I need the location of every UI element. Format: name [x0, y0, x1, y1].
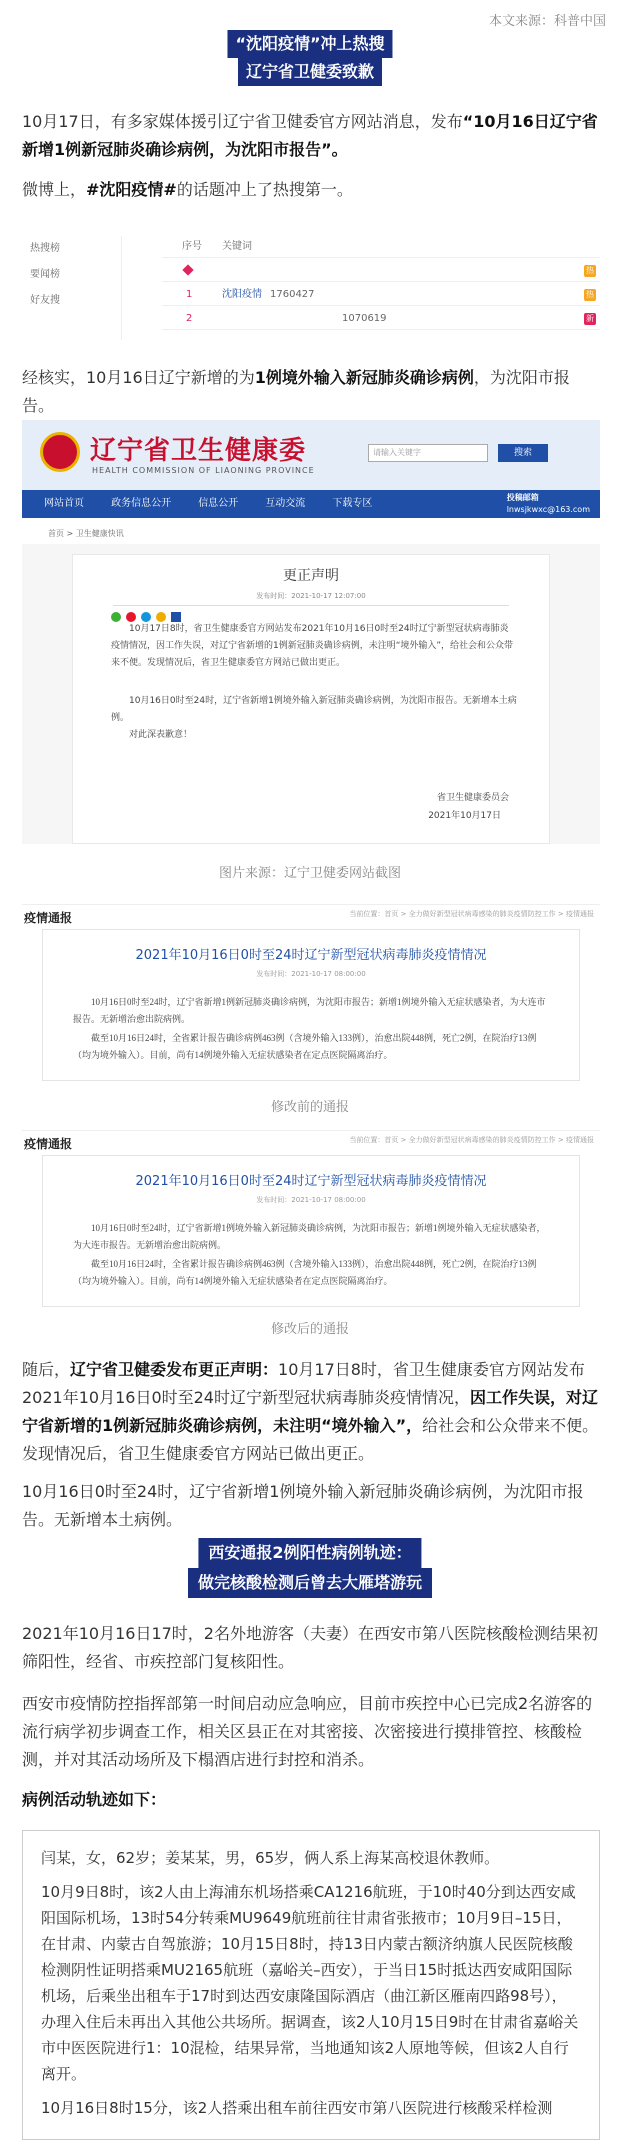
- report-title: 2021年10月16日0时至24时辽宁新型冠状病毒肺炎疫情情况: [135, 948, 487, 963]
- report-body-1: 10月16日0时至24时，辽宁省新增1例境外输入新冠肺炎确诊病例，为沈阳市报告；新增1例境外输入无症状感染者，为大连市报告。无新增治愈出院病例。: [73, 1223, 546, 1250]
- notice-signature: 省卫生健康委员会: [436, 793, 509, 803]
- notice-panel: [72, 554, 550, 844]
- caption-before: 修改前的通报: [270, 1100, 349, 1115]
- xian-title-line-2: 做完核酸检测后曾去大雁塔游玩: [188, 1568, 432, 1598]
- site-header: [22, 420, 600, 490]
- hot-search-table: [22, 236, 600, 340]
- caption-source: 图片来源：辽宁卫健委网站截图: [218, 866, 401, 881]
- row-count: 1070619: [342, 313, 387, 324]
- report-meta: 发布时间：2021-10-17 08:00:00: [256, 970, 366, 978]
- report-body-2: 截至10月16日24时，全省累计报告确诊病例463例（含境外输入133例），治愈出院448例，死亡2例，在院治疗13例（均为境外输入）。目前，尚有14例境外输入无症状感染者在定点医院隔离治疗。: [73, 1259, 537, 1286]
- row-count: 1760427: [270, 289, 315, 300]
- breadcrumb[interactable]: 首页 > 卫生健康快讯: [48, 529, 124, 538]
- site-search-button[interactable]: 搜索: [498, 444, 548, 462]
- col-num-header: 序号: [182, 241, 202, 252]
- nav-info-public[interactable]: 信息公开: [198, 498, 239, 509]
- report-title: 2021年10月16日0时至24时辽宁新型冠状病毒肺炎疫情情况: [135, 1174, 487, 1189]
- website-screenshot: [22, 420, 600, 850]
- submit-mailbox[interactable]: 投稿邮箱 lnwsjkwxc@163.com: [506, 493, 590, 514]
- headline-line-2: 辽宁省卫健委致歉: [238, 58, 382, 86]
- sidebar-item-friends[interactable]: 好友搜: [30, 295, 60, 306]
- nav-interaction[interactable]: 互动交流: [265, 498, 306, 509]
- site-search-input[interactable]: 请输入关键字: [368, 444, 488, 462]
- nav-download[interactable]: 下载专区: [332, 498, 373, 509]
- fact-paragraph: 10月16日0时至24时，辽宁省新增1例境外输入新冠肺炎确诊病例，为沈阳市报告。无新增本土病例。: [22, 1482, 584, 1529]
- table-row[interactable]: [162, 284, 600, 306]
- notice-date: 2021年10月17日: [428, 811, 501, 821]
- report-breadcrumb[interactable]: 当前位置：首页 > 全力做好新型冠状病毒感染的肺炎疫情防控工作 > 疫情通报: [349, 1136, 594, 1144]
- nav-gov-info[interactable]: 政务信息公开: [111, 498, 172, 509]
- new-badge: 新: [586, 314, 594, 323]
- site-logo-subtitle: HEALTH COMMISSION OF LIAONING PROVINCE: [92, 466, 315, 475]
- hot-badge: 热: [586, 290, 594, 299]
- track-box: [22, 1830, 600, 2140]
- notice-body-1: 10月17日8时，省卫生健康委官方网站发布2021年10月16日0时至24时辽宁新型冠状病毒肺炎疫情情况，因工作失误，对辽宁省新增的1例新冠肺炎确诊病例，未注明“境外输入”，给社会和公众带来不便。发现情况后，省卫生健康委官方网站已做出更正。: [111, 624, 514, 668]
- row-num: 2: [186, 313, 193, 324]
- track-paragraph-3: 10月16日8时15分，该2人搭乘出租车前往西安市第八医院进行核酸采样检测: [41, 2099, 553, 2117]
- table-row[interactable]: [162, 308, 600, 330]
- report-body-1: 10月16日0时至24时，辽宁省新增1例新冠肺炎确诊病例，为沈阳市报告；新增1例境外输入无症状感染者，为大连市报告。无新增治愈出院病例。: [73, 997, 546, 1024]
- xian-title-line-1: 西安通报2例阳性病例轨迹：: [198, 1538, 421, 1568]
- notice-meta: 发布时间：2021-10-17 12:07:00: [113, 591, 509, 606]
- source-label: 本文来源：科普中国: [488, 14, 606, 29]
- national-emblem-icon: [40, 432, 80, 472]
- xian-paragraph-2: 西安市疫情防控指挥部第一时间启动应急响应，目前市疾控中心已完成2名游客的流行病学初步调查工作，相关区县正在对其密接、次密接进行摸排管控、核酸检测，并对其活动场所及下榻酒店进行封控和消杀。: [22, 1694, 593, 1769]
- hot-search-sidebar: [22, 236, 122, 340]
- notice-title: 更正声明: [283, 568, 339, 584]
- report-body-2: 截至10月16日24时，全省累计报告确诊病例463例（含境外输入133例），治愈出院448例，死亡2例，在院治疗13例（均为境外输入）。目前，尚有14例境外输入无症状感染者在定点医院隔离治疗。: [73, 1033, 537, 1060]
- table-row[interactable]: [162, 260, 600, 282]
- xian-paragraph-1: 2021年10月16日17时，2名外地游客（夫妻）在西安市第八医院核酸检测结果初筛阳性，经省、市疾控部门复核阳性。: [22, 1624, 598, 1671]
- sidebar-item-news[interactable]: 要闻榜: [30, 269, 60, 280]
- top-pin-icon: [182, 264, 193, 275]
- verify-paragraph: 经核实，10月16日辽宁新增的为1例境外输入新冠肺炎确诊病例，为沈阳市报告。: [22, 368, 570, 415]
- nav-home[interactable]: 网站首页: [44, 498, 84, 509]
- notice-body-2: 10月16日0时至24时，辽宁省新增1例境外输入新冠肺炎确诊病例，为沈阳市报告。无新增本土病例。: [111, 696, 517, 723]
- intro-paragraph: 10月17日，有多家媒体援引辽宁省卫健委官方网站消息，发布“10月16日辽宁省新增1例新冠肺炎确诊病例，为沈阳市报告”。: [22, 112, 598, 159]
- hot-badge: 热: [586, 266, 594, 275]
- caption-after: 修改后的通报: [270, 1322, 349, 1337]
- sidebar-item-hot[interactable]: 热搜榜: [30, 243, 60, 254]
- row-keyword-link[interactable]: 沈阳疫情: [222, 289, 262, 300]
- report-breadcrumb[interactable]: 当前位置：首页 > 全力做好新型冠状病毒感染的肺炎疫情防控工作 > 疫情通报: [349, 910, 594, 918]
- row-num: 1: [186, 289, 193, 300]
- notice-body-3: 对此深表歉意！: [129, 730, 193, 740]
- report-meta: 发布时间：2021-10-17 08:00:00: [256, 1196, 366, 1204]
- report-tag: 疫情通报: [24, 911, 73, 925]
- headline-line-1: “沈阳疫情”冲上热搜: [227, 30, 392, 58]
- table-header: [162, 236, 600, 258]
- site-logo-title: 辽宁省卫生健康委: [90, 436, 307, 466]
- report-before-screenshot: [22, 904, 600, 1080]
- site-nav: [22, 490, 600, 518]
- col-keyword-header: 关键词: [222, 241, 252, 252]
- track-paragraph-2: 10月9日8时，该2人由上海浦东机场搭乘CA1216航班，于10时40分到达西安咸阳国际机场，13时54分转乘MU9649航班前往甘肃省张掖市；10月9日–15日，在甘肃、内蒙古自驾旅游；10月15日8时，持13日内蒙古额济纳旗人民医院核酸检测阴性证明搭乘MU2165航班（嘉峪关–西安），于当日15时抵达西安咸阳国际机场，后乘坐出租车于17时到达西安康隆国际酒店（曲江新区雁南四路98号），办理入住后未再出入其他公共场所。据调查，该2人10月15日9时在甘肃省嘉峪关市中医医院进行1：10混检，结果异常，当地通知该2人原地等候，但该2人自行离开。: [41, 1883, 579, 2083]
- report-after-screenshot: [22, 1130, 600, 1306]
- correction-paragraph: 随后，辽宁省卫健委发布更正声明：10月17日8时，省卫生健康委官方网站发布2021年10月16日0时至24时辽宁新型冠状病毒肺炎疫情情况，因工作失误，对辽宁省新增的1例新冠肺炎确诊病例，未注明“境外输入”，给社会和公众带来不便。发现情况后，省卫生健康委官方网站已做出更正。: [22, 1360, 599, 1463]
- weibo-paragraph: 微博上，#沈阳疫情#的话题冲上了热搜第一。: [22, 180, 353, 199]
- track-paragraph-1: 闫某，女，62岁；姜某某，男，65岁，俩人系上海某高校退休教师。: [41, 1849, 500, 1867]
- track-heading: 病例活动轨迹如下：: [22, 1790, 167, 1809]
- report-tag: 疫情通报: [24, 1137, 73, 1151]
